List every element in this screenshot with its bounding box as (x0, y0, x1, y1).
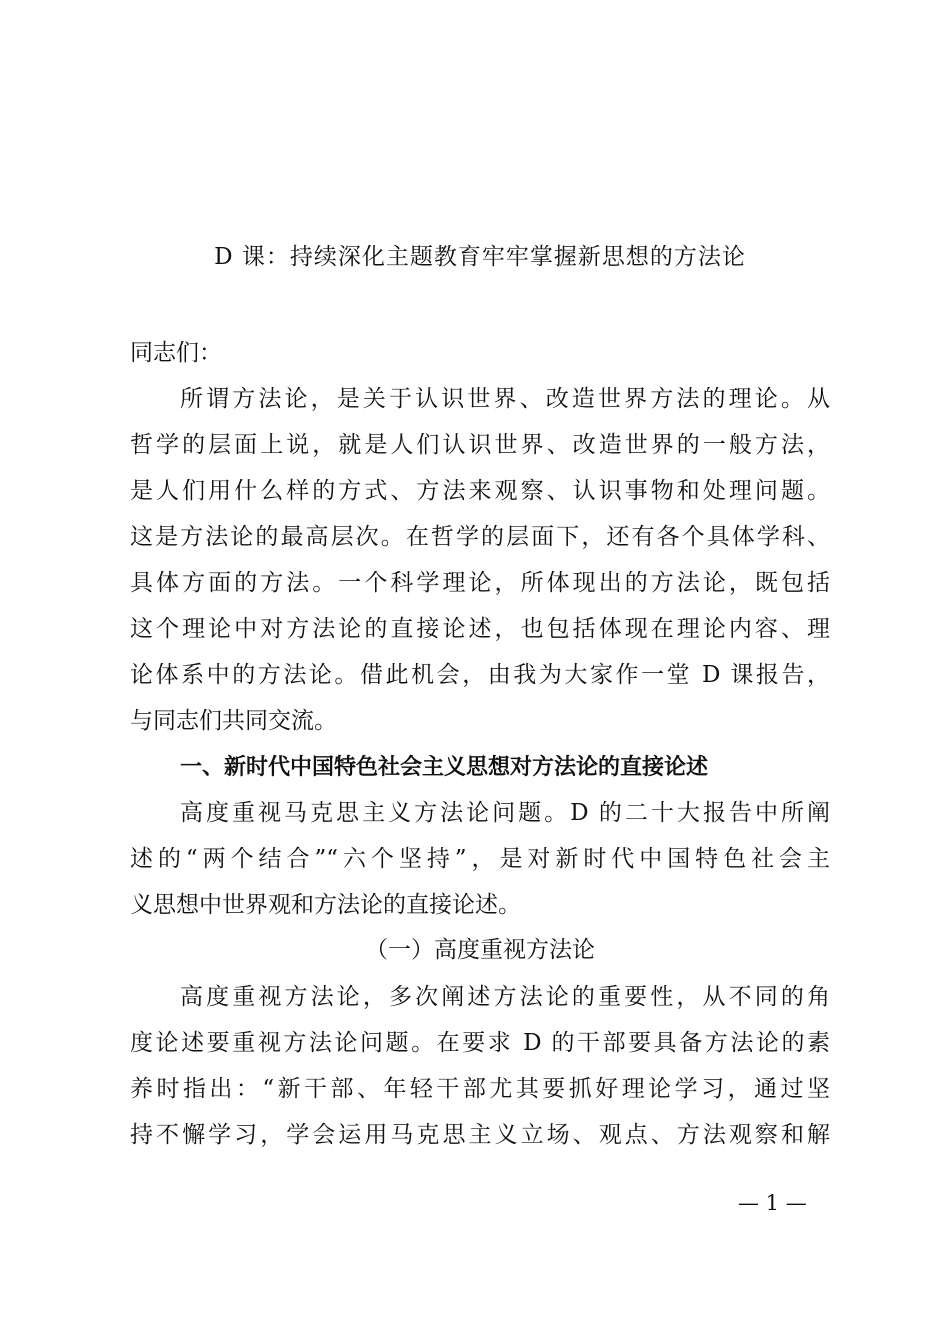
intro-line: 具体方面的方法。一个科学理论，所体现出的方法论，既包括 (130, 570, 830, 596)
salutation: 同志们： (130, 340, 222, 366)
section-line: 述的“两个结合”“六个坚持”，是对新时代中国特色社会主 (130, 846, 830, 872)
intro-line: 这是方法论的最高层次。在哲学的层面下，还有各个具体学科、 (130, 524, 830, 550)
subsection-line: 持不懈学习，学会运用马克思主义立场、观点、方法观察和解 (130, 1122, 830, 1148)
subsection-line: 养时指出：“新干部、年轻干部尤其要抓好理论学习，通过坚 (130, 1076, 830, 1102)
section-heading: 一、新时代中国特色社会主义思想对方法论的直接论述 (180, 755, 709, 780)
subsection-heading: （一）高度重视方法论 (365, 937, 595, 963)
intro-line: 是人们用什么样的方式、方法来观察、认识事物和处理问题。 (130, 478, 830, 504)
intro-line: 论体系中的方法论。借此机会，由我为大家作一堂 D 课报告， (130, 662, 830, 688)
page-number: — 1 — (738, 1191, 807, 1215)
subsection-line: 高度重视方法论，多次阐述方法论的重要性，从不同的角 (180, 984, 830, 1010)
section-line: 高度重视马克思主义方法论问题。D 的二十大报告中所阐 (180, 800, 830, 826)
intro-line: 与同志们共同交流。 (130, 708, 337, 734)
intro-line: 哲学的层面上说，就是人们认识世界、改造世界的一般方法， (130, 432, 830, 458)
intro-line: 这个理论中对方法论的直接论述，也包括体现在理论内容、理 (130, 616, 830, 642)
subsection-line: 度论述要重视方法论问题。在要求 D 的干部要具备方法论的素 (130, 1030, 830, 1056)
intro-line: 所谓方法论，是关于认识世界、改造世界方法的理论。从 (180, 386, 830, 412)
document-title: D 课：持续深化主题教育牢牢掌握新思想的方法论 (214, 244, 746, 270)
section-line: 义思想中世界观和方法论的直接论述。 (130, 892, 521, 918)
